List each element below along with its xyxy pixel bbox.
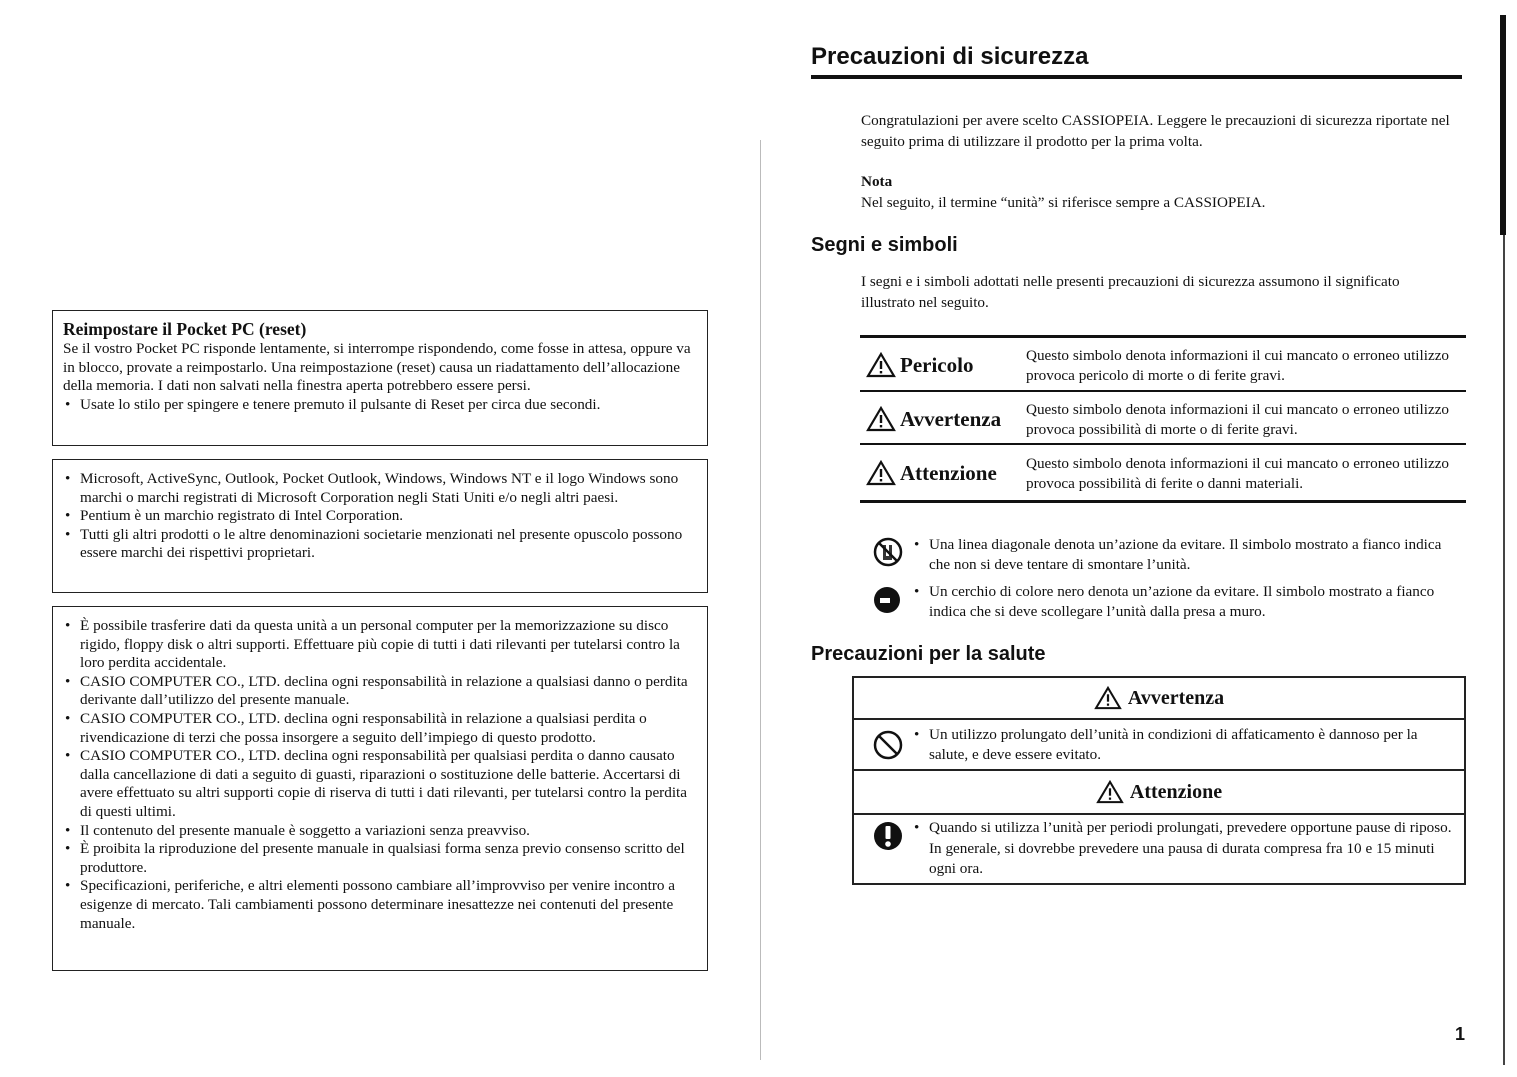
- signs-intro: I segni e i simboli adottati nelle presenti precauzioni di sicurezza assumono il significato illustrato nel seguito.: [861, 273, 1400, 311]
- symbol-desc: Questo simbolo denota informazioni il cui mancato o erroneo utilizzo provoca pericolo di morte o di ferite gravi.: [1026, 347, 1450, 384]
- reset-box: [52, 310, 708, 446]
- list-item: • Specificazioni, periferiche, e altri elementi possono cambiare all’improvviso per venire incontro a esigenze di mercato. Tali cambiamenti possono determinare inesattezze nei contenuti del presente manuale.: [63, 877, 697, 933]
- list-item: • Quando si utilizza l’unità per periodi prolungati, prevedere opportune pause di riposo. In generale, si dovrebbe prevedere una pausa di durata compresa fra 10 e 15 minuti ogni ora.: [912, 818, 1452, 880]
- list-item: • CASIO COMPUTER CO., LTD. declina ogni responsabilità in relazione a qualsiasi danno o perdita derivante dall’utilizzo del presente manuale.: [63, 673, 697, 710]
- disclaimer-box: [52, 606, 708, 971]
- symbol-label: [866, 352, 973, 378]
- health-warning-title: Avvertenza: [1127, 686, 1225, 709]
- warning-triangle-icon: [866, 460, 896, 486]
- symbol-label-text: Pericolo: [900, 352, 974, 377]
- warning-triangle-icon: [1096, 780, 1124, 804]
- list-item: • CASIO COMPUTER CO., LTD. declina ogni responsabilità in relazione a qualsiasi perdita o rivendicazione di terzi che possa insorgere a seguito dell’impiego di questo prodotto.: [63, 710, 697, 747]
- list-item: • Microsoft, ActiveSync, Outlook, Pocket Outlook, Windows, Windows NT e il logo Windows sono marchi o marchi registrati di Microsoft Corporation negli Stati Uniti e/o negli altri paesi.: [63, 470, 697, 507]
- trademark-list: [63, 470, 697, 563]
- list-item: • Il contenuto del presente manuale è soggetto a variazioni senza preavviso.: [63, 822, 697, 841]
- page-number: 1: [1455, 1024, 1466, 1044]
- center-fold-line: [760, 140, 761, 1060]
- trademark-box: [52, 459, 708, 593]
- symbols-rule: [860, 390, 1466, 392]
- symbols-rule: [860, 443, 1466, 445]
- right-edge-bar: [1500, 15, 1506, 235]
- list-item: • È possibile trasferire dati da questa unità a un personal computer per la memorizzazione su disco rigido, floppy disk o altri supporti. Effettuare più copie di tutti i dati rilevanti per tutelarsi contro la loro perdita accidentale.: [63, 617, 697, 673]
- symbol-label: [866, 460, 997, 486]
- list-item: • Un cerchio di colore nero denota un’azione da evitare. Il simbolo mostrato a fianco indica che si deve scollegare l’unità dalla presa a muro.: [912, 582, 1464, 622]
- symbol-row: [860, 448, 1465, 500]
- page-title: Precauzioni di sicurezza: [811, 43, 1089, 70]
- symbol-label: [866, 406, 1001, 432]
- reset-title: Reimpostare il Pocket PC (reset): [63, 319, 307, 339]
- list-item: • Un utilizzo prolungato dell’unità in condizioni di affaticamento è dannoso per la salute, e deve essere evitato.: [912, 725, 1452, 765]
- symbol-label-text: Attenzione: [900, 460, 997, 485]
- health-caution-title: Attenzione: [1129, 780, 1223, 803]
- symbol-label-text: Avvertenza: [900, 406, 1002, 431]
- reset-bullets: [63, 396, 697, 415]
- reset-bullet: • Usate lo stilo per spingere e tenere premuto il pulsante di Reset per circa due secondi.: [63, 396, 697, 415]
- symbols-top-rule: [860, 335, 1466, 338]
- symbol-row: [860, 340, 1465, 392]
- mandatory-icon: [872, 820, 904, 852]
- prohibited-icon: [872, 729, 904, 761]
- right-edge-line: [1503, 235, 1505, 1065]
- list-item: • Una linea diagonale denota un’azione da evitare. Il simbolo mostrato a fianco indica che non si deve tentare di smontare l’unità.: [912, 535, 1464, 575]
- symbol-desc: Questo simbolo denota informazioni il cui mancato o erroneo utilizzo provoca possibilità di ferite o danni materiali.: [1026, 455, 1450, 492]
- warning-triangle-icon: [1094, 686, 1122, 710]
- health-caution-list: [912, 818, 1452, 880]
- no-disassemble-icon: [872, 536, 904, 568]
- list-item: • È proibita la riproduzione del presente manuale in qualsiasi forma senza previo consenso scritto del produttore.: [63, 840, 697, 877]
- note-text: Nel seguito, il termine “unità” si riferisce sempre a CASSIOPEIA.: [861, 194, 1266, 211]
- health-warning-list: [912, 725, 1452, 765]
- intro-text: Congratulazioni per avere scelto CASSIOPEIA. Leggere le precauzioni di sicurezza riportate nel seguito prima di utilizzare il prodotto per la prima volta.: [861, 112, 1450, 150]
- health-caution-header: [854, 769, 1464, 815]
- health-heading: Precauzioni per la salute: [811, 643, 1046, 665]
- icon-note-list: [912, 535, 1464, 622]
- list-item: • Tutti gli altri prodotti o le altre denominazioni societarie menzionati nel presente opuscolo possono essere marchi dei rispettivi proprietari.: [63, 526, 697, 563]
- symbol-desc: Questo simbolo denota informazioni il cui mancato o erroneo utilizzo provoca possibilità di morte o di ferite gravi.: [1026, 401, 1450, 438]
- unplug-icon: [872, 584, 904, 616]
- list-item: • Pentium è un marchio registrato di Intel Corporation.: [63, 507, 697, 526]
- health-warning-header: [854, 678, 1464, 720]
- reset-body: Se il vostro Pocket PC risponde lentamente, si interrompe rispondendo, come fosse in attesa, oppure va in blocco, provate a reimpostarlo. Una reimpostazione (reset) causa un riadattamento dell’allocazione della memoria. I dati non salvati nella finestra aperta potrebbero essere persi.: [63, 340, 691, 395]
- note-label: Nota: [861, 173, 893, 190]
- signs-heading: Segni e simboli: [811, 234, 958, 256]
- list-item: • CASIO COMPUTER CO., LTD. declina ogni responsabilità per qualsiasi perdita o danno causato dalla cancellazione di dati a seguito di guasti, riparazioni o sostituzione delle batterie. Accertarsi di avere effettuato su altri supporti copie di riserva di tutti i dati rilevanti, per tutelarsi contro la perdita di questi ultimi.: [63, 747, 697, 821]
- warning-triangle-icon: [866, 406, 896, 432]
- health-box: [852, 676, 1466, 885]
- title-underline: [811, 75, 1462, 79]
- symbols-bottom-rule: [860, 500, 1466, 503]
- symbol-row: [860, 394, 1465, 446]
- disclaimer-list: [63, 617, 697, 933]
- warning-triangle-icon: [866, 352, 896, 378]
